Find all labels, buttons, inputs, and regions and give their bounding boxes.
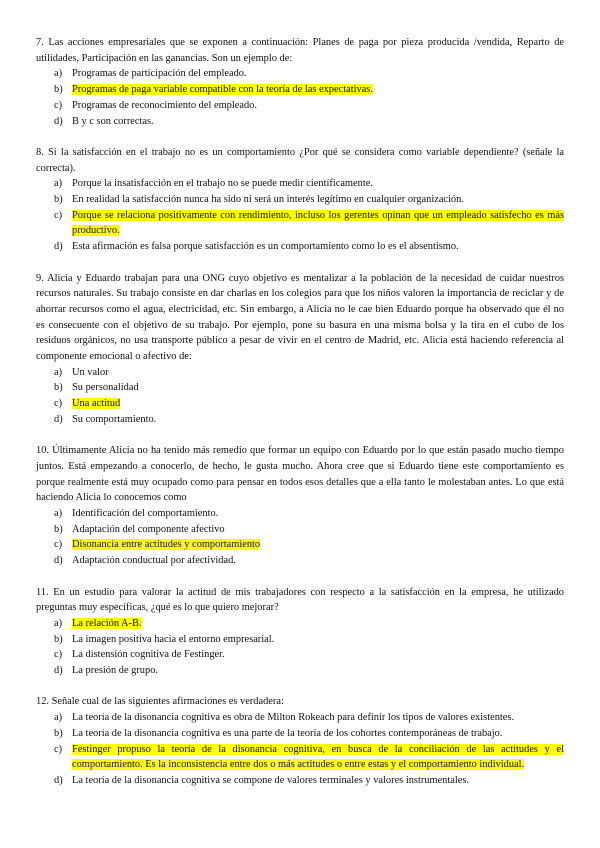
- question-text: 12. Señale cual de las siguientes afirmaciones es verdadera:: [36, 696, 284, 708]
- option-a-highlighted: [36, 616, 564, 632]
- option-label: c): [54, 743, 63, 755]
- option-text: Esta afirmación es falsa porque satisfacción es un comportamiento como lo es el absentismo.: [72, 241, 459, 253]
- option-text: B y c son correctas.: [72, 115, 154, 127]
- option-d: [36, 773, 564, 789]
- option-label: d): [54, 665, 63, 677]
- option-text: Programas de reconocimiento del empleado.: [72, 99, 257, 111]
- question-text: 8. Si la satisfacción en el trabajo no es un comportamiento ¿Por qué se considera como variable dependiente? (señale la correcta).: [36, 146, 564, 174]
- option-text: Una actitud: [72, 398, 121, 410]
- option-d: [36, 239, 564, 255]
- option-c-highlighted: [36, 537, 564, 553]
- option-text: Adaptación del componente afectivo: [72, 523, 225, 535]
- option-label: c): [54, 209, 63, 221]
- option-text: La distensión cognitiva de Festinger.: [72, 649, 225, 661]
- option-c-highlighted: [36, 208, 564, 239]
- option-label: b): [54, 727, 63, 739]
- question-7: [36, 35, 564, 129]
- option-text: Un valor: [72, 366, 109, 378]
- option-c-highlighted: [36, 742, 564, 773]
- options-list: [36, 176, 564, 255]
- option-text: Programas de paga variable compatible con la teoría de las expectativas.: [72, 84, 373, 96]
- question-10: [36, 443, 564, 569]
- option-text: Festinger propuso la teoría de la disonancia cognitiva, en busca de la conciliación de las actitudes y el comportamiento. Es la inconsistencia entre dos o más actitudes o entre estas y el comportamiento individual.: [72, 743, 564, 771]
- option-text: En realidad la satisfacción nunca ha sido ni será un interés legítimo en cualquier organización.: [72, 194, 464, 206]
- option-label: c): [54, 649, 63, 661]
- option-text: Disonancia entre actitudes y comportamiento: [72, 539, 261, 551]
- option-b-highlighted: [36, 82, 564, 98]
- option-b: [36, 522, 564, 538]
- option-c-highlighted: [36, 396, 564, 412]
- option-a: [36, 176, 564, 192]
- option-b: [36, 380, 564, 396]
- option-text: Porque se relaciona positivamente con rendimiento, incluso los gerentes opinan que un empleado satisfecho es más productivo.: [72, 209, 564, 237]
- question-text: 10. Últimamente Alicia no ha tenido más remedio que formar un equipo con Eduardo por lo que están pasado mucho tiempo juntos. Está empezando a conocerlo, de hecho, le gusta mucho. Ahora cree que si Eduardo tiene este comportamiento es porque realmente está muy ocupado como para pensar en todos esos detalles que a ella tanto le molestaban antes. Lo que está haciendo Alicia lo conocemos como: [36, 445, 564, 504]
- option-d: [36, 663, 564, 679]
- question-11: [36, 585, 564, 679]
- question-text: 7. Las acciones empresariales que se exponen a continuación: Planes de paga por pieza producida /vendida, Reparto de utilidades, Participación en las ganancias. Son un ejemplo de:: [36, 37, 564, 64]
- question-text: 9. Alicia y Eduardo trabajan para una ONG cuyo objetivo es mentalizar a la población de la necesidad de cuidar nuestros recursos naturales. Su trabajo consiste en dar charlas en los colegios para que los niños valoren la importancia de reciclar y de ahorrar recursos como el agua, electricidad, etc. Sin embargo, a Alicia no le cae bien Eduardo porque ha observado que él no es consecuente con el objetivo de su trabajo. Por ejemplo, pone su basura en una misma bolsa y la tira en el cubo de los residuos orgánicos, no usa transporte público a pesar de vivir en el centro de Madrid, etc. Alicia está haciendo referencia al componente emocional o afectivo de:: [36, 272, 564, 363]
- option-label: c): [54, 539, 63, 551]
- question-text: 11. En un estudio para valorar la actitud de mis trabajadores con respecto a la satisfacción en la empresa, he utilizado preguntas muy específicas, ¿qué es lo que quiero mejorar?: [36, 586, 564, 614]
- question-9: [36, 271, 564, 428]
- option-label: b): [54, 523, 63, 535]
- option-text: La presión de grupo.: [72, 665, 158, 677]
- option-text: Porque la insatisfacción en el trabajo no se puede medir científicamente.: [72, 178, 373, 190]
- option-a: [36, 365, 564, 381]
- option-label: c): [54, 398, 63, 410]
- option-label: b): [54, 194, 63, 206]
- option-label: b): [54, 633, 63, 645]
- option-label: a): [54, 508, 63, 520]
- option-c: [36, 647, 564, 663]
- options-list: [36, 506, 564, 569]
- option-text: Adaptación conductual por afectividad.: [72, 555, 236, 567]
- option-label: a): [54, 68, 63, 80]
- option-a: [36, 506, 564, 522]
- option-text: Su comportamiento.: [72, 413, 157, 425]
- option-b: [36, 632, 564, 648]
- option-label: d): [54, 115, 63, 127]
- option-label: d): [54, 241, 63, 253]
- option-label: d): [54, 413, 63, 425]
- option-d: [36, 553, 564, 569]
- option-label: a): [54, 366, 63, 378]
- question-12: [36, 694, 564, 788]
- document-page: [36, 35, 564, 804]
- option-text: Programas de participación del empleado.: [72, 68, 247, 80]
- options-list: [36, 66, 564, 129]
- options-list: [36, 710, 564, 789]
- option-text: Identificación del comportamiento.: [72, 508, 219, 520]
- option-d: [36, 114, 564, 130]
- option-text: La teoría de la disonancia cognitiva es obra de Milton Rokeach para definir los tipos de valores existentes.: [72, 712, 515, 724]
- option-text: La relación A-B.: [72, 617, 142, 629]
- option-c: [36, 98, 564, 114]
- question-8: [36, 145, 564, 255]
- option-label: d): [54, 774, 63, 786]
- option-a: [36, 710, 564, 726]
- option-label: b): [54, 382, 63, 394]
- option-label: a): [54, 712, 63, 724]
- option-label: b): [54, 84, 63, 96]
- options-list: [36, 365, 564, 428]
- option-label: a): [54, 178, 63, 190]
- option-a: [36, 66, 564, 82]
- options-list: [36, 616, 564, 679]
- option-label: c): [54, 99, 63, 111]
- option-label: d): [54, 555, 63, 567]
- option-label: a): [54, 617, 63, 629]
- option-text: Su personalidad: [72, 382, 139, 394]
- option-text: La teoría de la disonancia cognitiva se compone de valores terminales y valores instrumentales.: [72, 774, 470, 786]
- option-b: [36, 726, 564, 742]
- option-text: La teoría de la disonancia cognitiva es una parte de la teoría de los cohortes contemporáneas de trabajo.: [72, 727, 503, 739]
- option-b: [36, 192, 564, 208]
- option-d: [36, 412, 564, 428]
- option-text: La imagen positiva hacia el entorno empresarial.: [72, 633, 275, 645]
